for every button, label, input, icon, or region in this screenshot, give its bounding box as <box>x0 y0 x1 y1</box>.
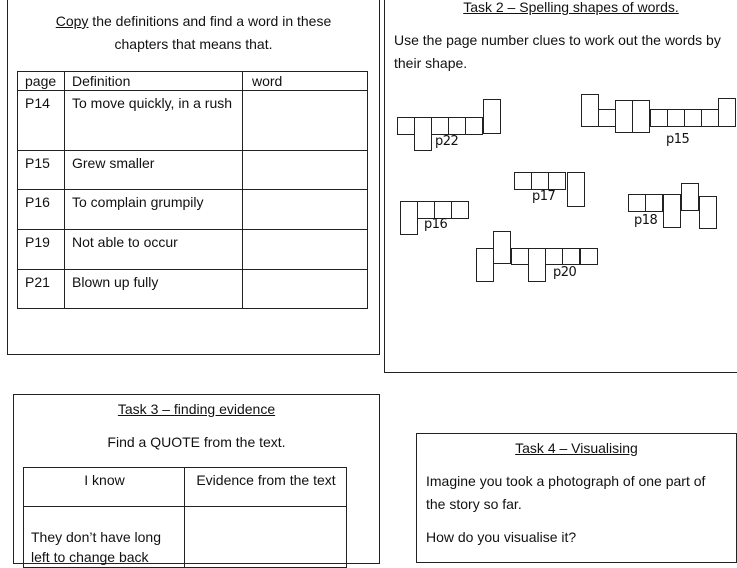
task3-title: Task 3 – finding evidence <box>117 401 276 417</box>
row-definition: To complain grumpily <box>65 190 243 230</box>
row-i-know: They don’t have long left to change back <box>24 507 185 568</box>
row-evidence-answer[interactable] <box>185 507 347 568</box>
table-row <box>18 151 368 190</box>
task2-instructions: Use the page number clues to work out the words by their shape. <box>394 32 721 71</box>
row-word-answer[interactable] <box>243 230 368 270</box>
row-definition: Not able to occur <box>65 230 243 270</box>
definitions-table <box>17 71 368 309</box>
shape-label: p18 <box>634 213 658 228</box>
table-row <box>24 507 347 568</box>
row-word-answer[interactable] <box>243 270 368 309</box>
shape-label: p16 <box>424 217 448 232</box>
header-evidence: Evidence from the text <box>185 468 347 507</box>
task1-panel <box>7 0 380 355</box>
table-row <box>18 230 368 270</box>
row-page: P19 <box>18 230 65 270</box>
shape-label: p20 <box>553 265 577 280</box>
row-definition: Blown up fully <box>65 270 243 309</box>
shape-label: p15 <box>666 132 690 147</box>
shape-label: p17 <box>532 189 556 204</box>
task4-prompt-photograph: Imagine you took a photograph of one part of the story so far. <box>426 473 706 512</box>
shape-label: p22 <box>435 134 459 149</box>
row-page: P14 <box>18 91 65 151</box>
task2-panel <box>384 0 737 373</box>
header-page: page <box>18 72 65 91</box>
instructions-line1: the definitions and find a word in these <box>88 13 332 29</box>
task4-prompt-visualise: How do you visualise it? <box>426 529 577 545</box>
header-i-know: I know <box>24 468 185 507</box>
row-definition: To move quickly, in a rush <box>65 91 243 151</box>
task1-instructions <box>8 10 379 56</box>
row-word-answer[interactable] <box>243 91 368 151</box>
row-word-answer[interactable] <box>243 190 368 230</box>
task4-panel <box>416 433 737 563</box>
row-page: P15 <box>18 151 65 190</box>
task3-panel <box>13 394 380 564</box>
row-page: P21 <box>18 270 65 309</box>
task3-instructions: Find a QUOTE from the text. <box>107 434 286 450</box>
task2-title: Task 2 – Spelling shapes of words. <box>463 0 679 15</box>
table-row <box>18 91 368 151</box>
table-row <box>18 270 368 309</box>
evidence-header-row <box>24 468 347 507</box>
definitions-header-row <box>18 72 368 91</box>
header-word: word <box>243 72 368 91</box>
row-word-answer[interactable] <box>243 151 368 190</box>
row-definition: Grew smaller <box>65 151 243 190</box>
table-row <box>18 190 368 230</box>
header-definition: Definition <box>65 72 243 91</box>
task4-title: Task 4 – Visualising <box>515 440 638 456</box>
instructions-line2: chapters that means that. <box>114 36 273 52</box>
copy-word: Copy <box>55 13 89 29</box>
row-page: P16 <box>18 190 65 230</box>
